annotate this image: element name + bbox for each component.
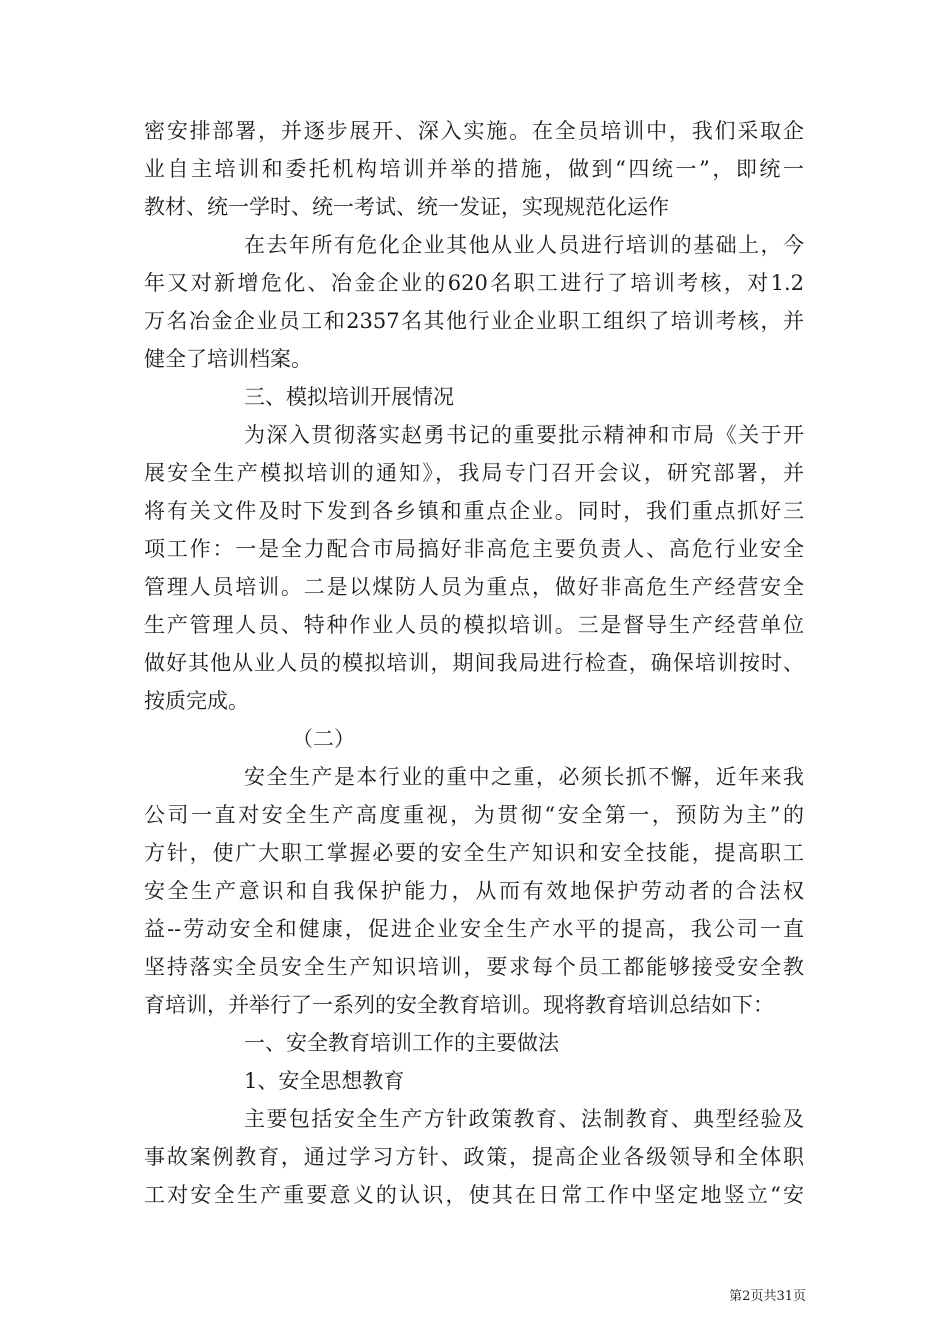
text-line: 按质完成。 — [144, 689, 249, 713]
text-line: 坚持落实全员安全生产知识培训，要求每个员工都能够接受安全教 — [144, 955, 804, 979]
section-heading: 一、安全教育培训工作的主要做法 — [244, 1031, 559, 1055]
text-line: 生产管理人员、特种作业人员的模拟培训。三是督导生产经营单位 — [144, 613, 804, 637]
text-line: 将有关文件及时下发到各乡镇和重点企业。同时，我们重点抓好三 — [144, 499, 804, 523]
text-line: 密安排部署，并逐步展开、深入实施。在全员培训中，我们采取企 — [144, 119, 804, 143]
text-line: 展安全生产模拟培训的通知》，我局专门召开会议，研究部署，并 — [144, 461, 804, 485]
text-line: 管理人员培训。二是以煤防人员为重点，做好非高危生产经营安全 — [144, 575, 804, 599]
text-line: 方针，使广大职工掌握必要的安全生产知识和安全技能，提高职工 — [144, 841, 804, 865]
paragraph-first-line: 主要包括安全生产方针政策教育、法制教育、典型经验及 — [244, 1107, 804, 1131]
text-line: 项工作：一是全力配合市局搞好非高危主要负责人、高危行业安全 — [144, 537, 804, 561]
text-line: 工对安全生产重要意义的认识，使其在日常工作中坚定地竖立“安 — [144, 1183, 804, 1207]
section-heading: 三、模拟培训开展情况 — [244, 385, 454, 409]
text-line: 健全了培训档案。 — [144, 347, 312, 371]
text-line: 做好其他从业人员的模拟培训，期间我局进行检查，确保培训按时、 — [144, 651, 804, 675]
text-line: 益--劳动安全和健康，促进企业安全生产水平的提高，我公司一直 — [144, 917, 804, 941]
page-number: 第2页共31页 — [729, 1289, 806, 1304]
document-body — [144, 112, 804, 1214]
text-line: 事故案例教育，通过学习方针、政策，提高企业各级领导和全体职 — [144, 1145, 804, 1169]
paragraph-first-line: 为深入贯彻落实赵勇书记的重要批示精神和市局《关于开 — [244, 423, 804, 447]
subsection-heading: 1、安全思想教育 — [244, 1069, 405, 1093]
text-line: 教材、统一学时、统一考试、统一发证，实现规范化运作 — [144, 195, 669, 219]
paragraph-first-line: 安全生产是本行业的重中之重，必须长抓不懈，近年来我 — [244, 765, 804, 789]
text-line: 公司一直对安全生产高度重视，为贯彻“安全第一，预防为主”的 — [144, 803, 804, 827]
paragraph-first-line: 在去年所有危化企业其他从业人员进行培训的基础上，今 — [244, 233, 804, 257]
part-heading: （二） — [292, 727, 355, 751]
text-line: 安全生产意识和自我保护能力，从而有效地保护劳动者的合法权 — [144, 879, 804, 903]
text-line: 万名冶金企业员工和2357名其他行业企业职工组织了培训考核，并 — [144, 309, 804, 333]
text-line: 年又对新增危化、冶金企业的620名职工进行了培训考核，对1.2 — [144, 271, 804, 295]
text-line: 育培训，并举行了一系列的安全教育培训。现将教育培训总结如下： — [144, 993, 774, 1017]
text-line: 业自主培训和委托机构培训并举的措施，做到“四统一”，即统一 — [144, 157, 804, 181]
